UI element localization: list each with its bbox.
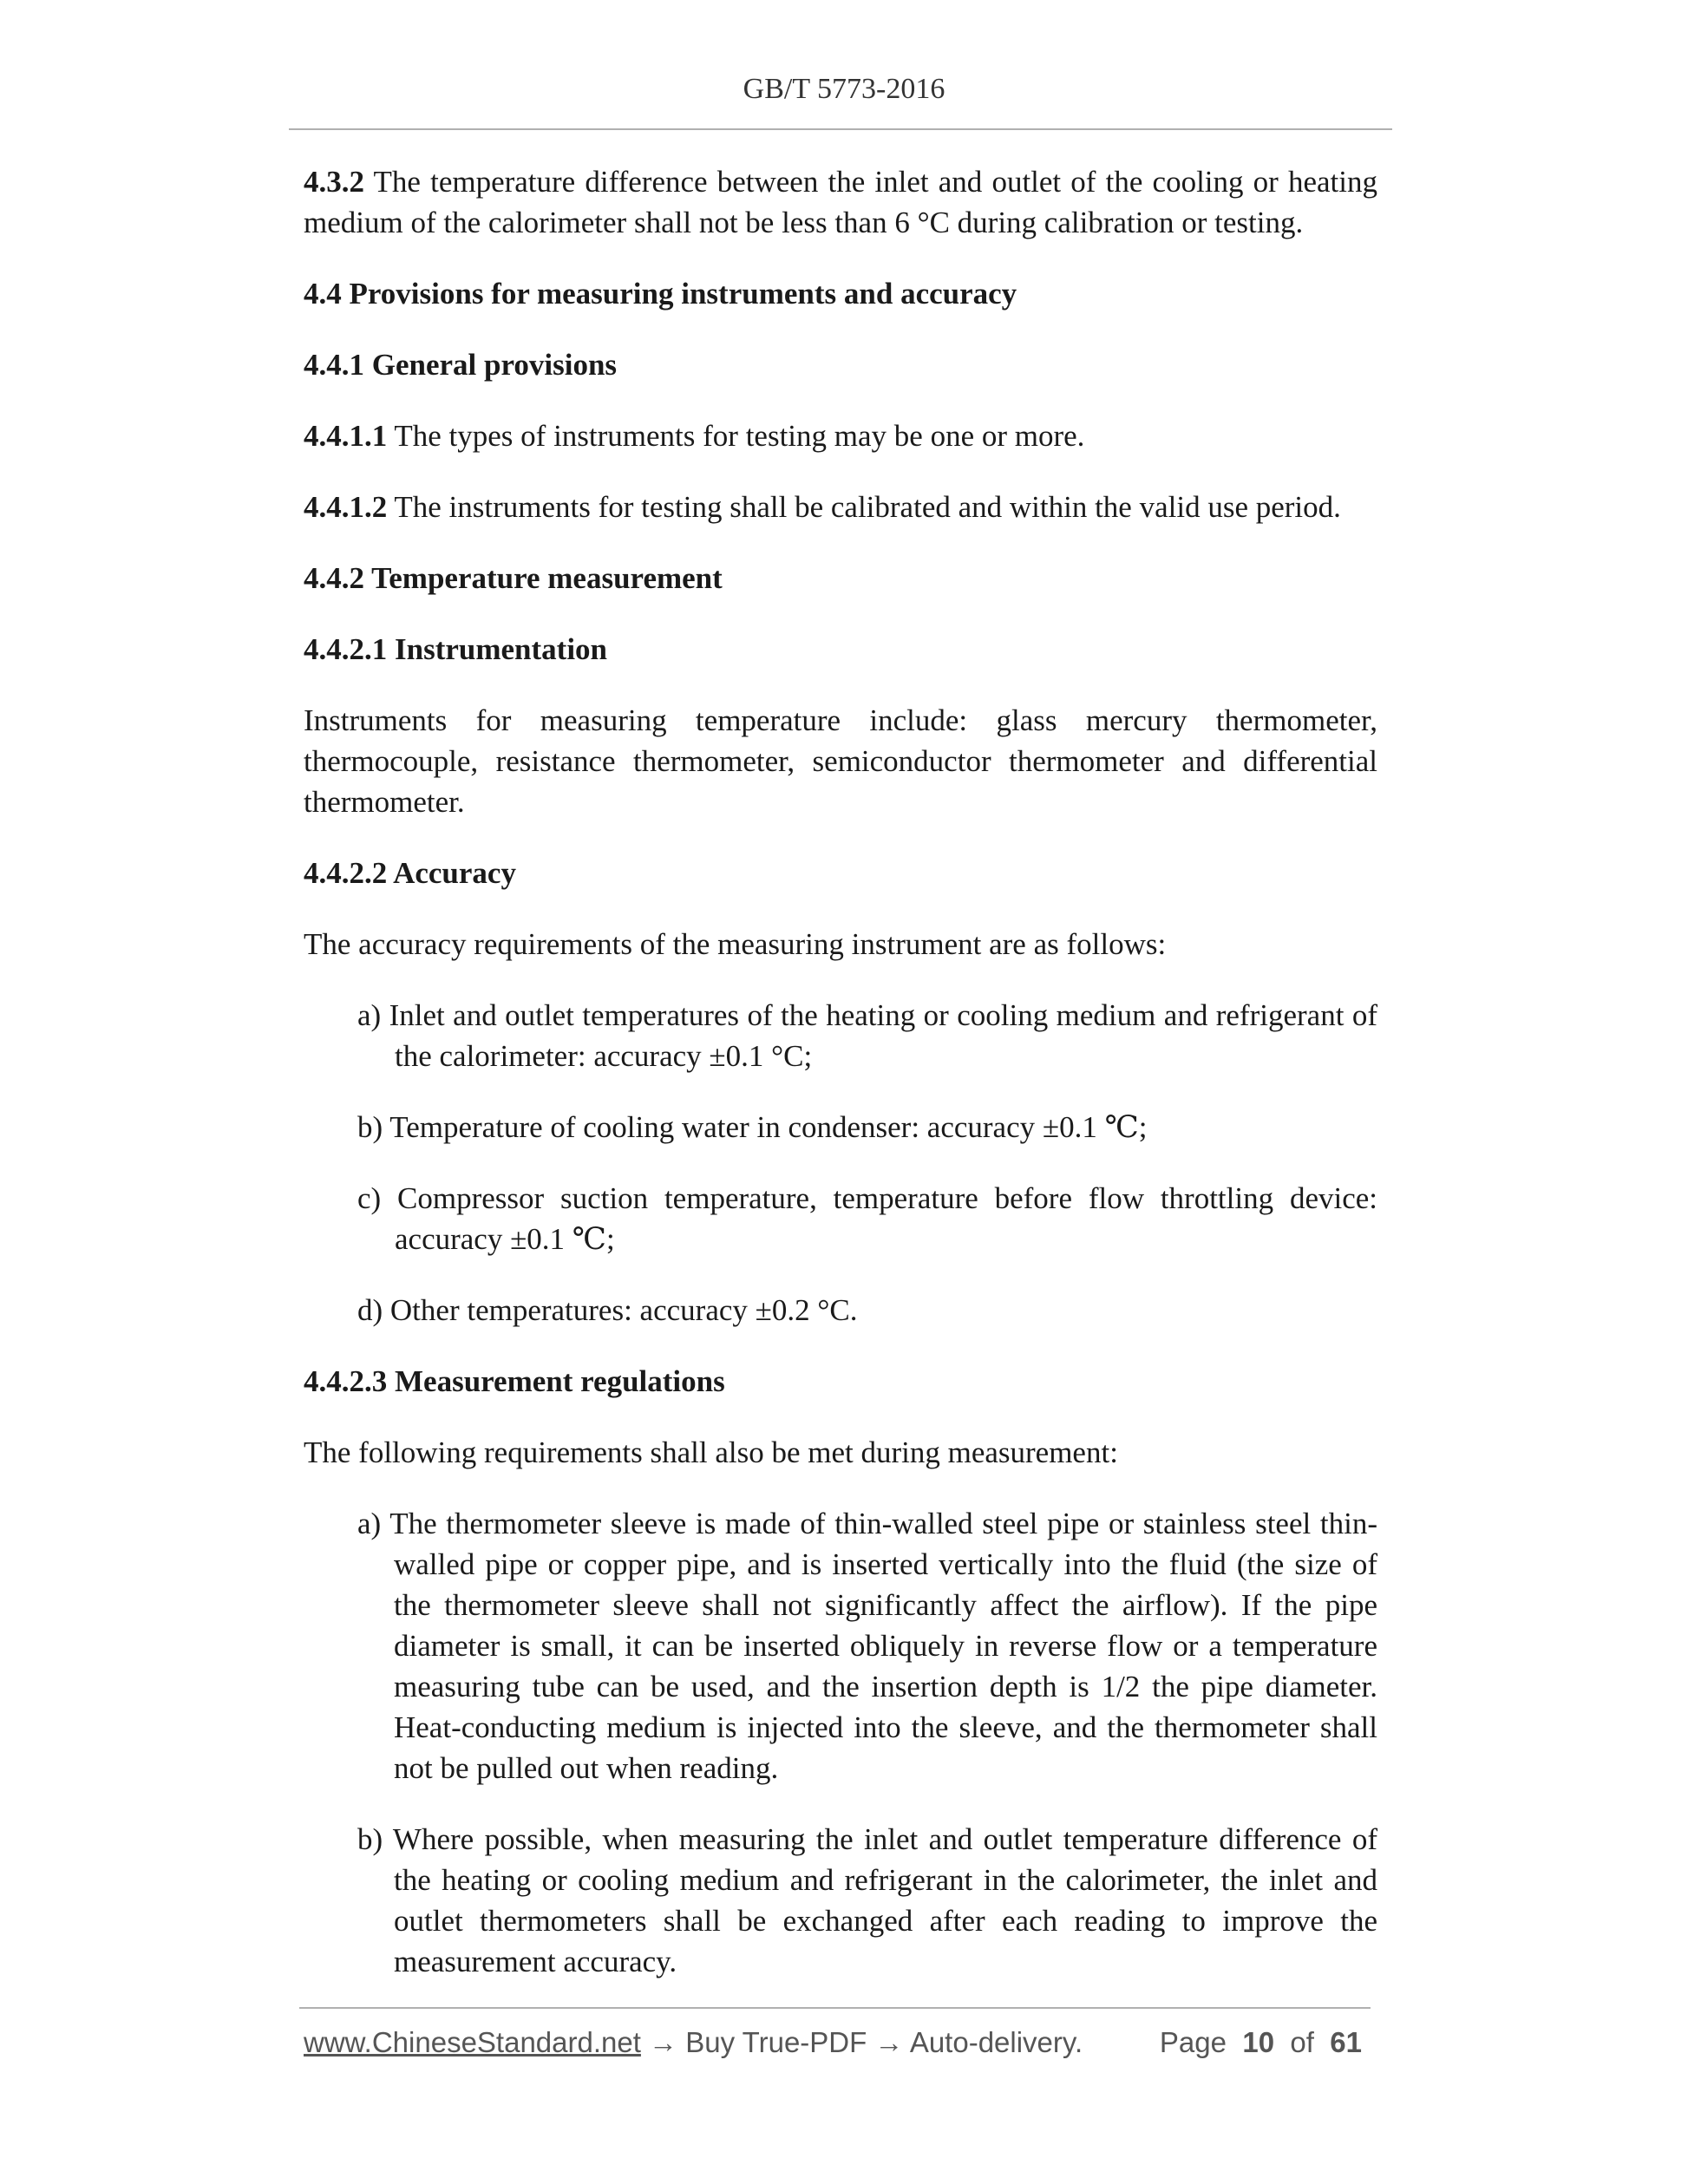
clause-text: The temperature difference between the inlet and outlet of the cooling or heating medium of the calorimeter shall not be less than 6 °C during calibration or testing. [304,165,1377,239]
header-divider [289,128,1392,130]
heading-4-4: 4.4 Provisions for measuring instruments and accuracy [304,277,1017,311]
clause-number: 4.4.1.2 [304,490,388,524]
list-item: a) Inlet and outlet temperatures of the heating or cooling medium and refrigerant of the calorimeter: accuracy ±0.1 °C; [357,998,1377,1073]
list-item: a) The thermometer sleeve is made of thin-walled steel pipe or stainless steel thin-walled pipe or copper pipe, and is inserted vertically into the fluid (the size of the thermometer sleeve shall not significantly affect the airflow). If the pipe diameter is small, it can be inserted obliquely in reverse flow or a temperature measuring tube can be used, and the insertion depth is 1/2 the pipe diameter. Heat-conducting medium is injected into the sleeve, and the thermometer shall not be pulled out when reading. [357,1507,1377,1785]
document-body [304,161,1377,2012]
clause-4-4-1-1 [304,415,1377,456]
list-item: b) Temperature of cooling water in condenser: accuracy ±0.1 ℃; [357,1110,1148,1144]
accuracy-list [304,995,1377,1331]
document-code-header: GB/T 5773-2016 [743,73,945,105]
heading-4-4-2-2: 4.4.2.2 Accuracy [304,856,516,890]
accuracy-intro: The accuracy requirements of the measuring instrument are as follows: [304,927,1167,961]
list-item: c) Compressor suction temperature, temperature before flow throttling device: accuracy ±0.1 ℃; [357,1181,1377,1256]
page-current: 10 [1242,2026,1275,2058]
instrumentation-paragraph: Instruments for measuring temperature include: glass mercury thermometer, thermocouple, resistance thermometer, semiconductor thermometer and differential thermometer. [304,703,1377,819]
page-indicator [1160,2026,1362,2059]
heading-4-4-2-3: 4.4.2.3 Measurement regulations [304,1364,725,1398]
clause-4-4-1-2 [304,487,1377,527]
page-label: Page [1159,2026,1227,2058]
regulations-intro: The following requirements shall also be met during measurement: [304,1435,1118,1469]
list-item: d) Other temperatures: accuracy ±0.2 °C. [357,1293,858,1327]
clause-text: The types of instruments for testing may be one or more. [387,419,1085,453]
page-footer [304,2026,1371,2059]
clause-number: 4.3.2 [304,165,364,199]
heading-4-4-2: 4.4.2 Temperature measurement [304,561,723,595]
heading-4-4-2-1: 4.4.2.1 Instrumentation [304,632,608,666]
page-total: 61 [1330,2026,1362,2058]
clause-4-3-2 [304,161,1377,243]
website-link[interactable]: www.ChineseStandard.net [304,2026,641,2058]
heading-4-4-1: 4.4.1 General provisions [304,348,618,382]
regulations-list [304,1503,1377,1982]
clause-number: 4.4.1.1 [304,419,388,453]
list-item: b) Where possible, when measuring the inlet and outlet temperature difference of the heating or cooling medium and refrigerant in the calorimeter, the inlet and outlet thermometers shall be exchanged after each reading to improve the measurement accuracy. [357,1822,1377,1978]
footer-divider [299,2007,1371,2009]
clause-text: The instruments for testing shall be calibrated and within the valid use period. [387,490,1341,524]
page-of-label: of [1290,2026,1314,2058]
promo-text: → Buy True-PDF → Auto-delivery. [640,2026,1083,2058]
